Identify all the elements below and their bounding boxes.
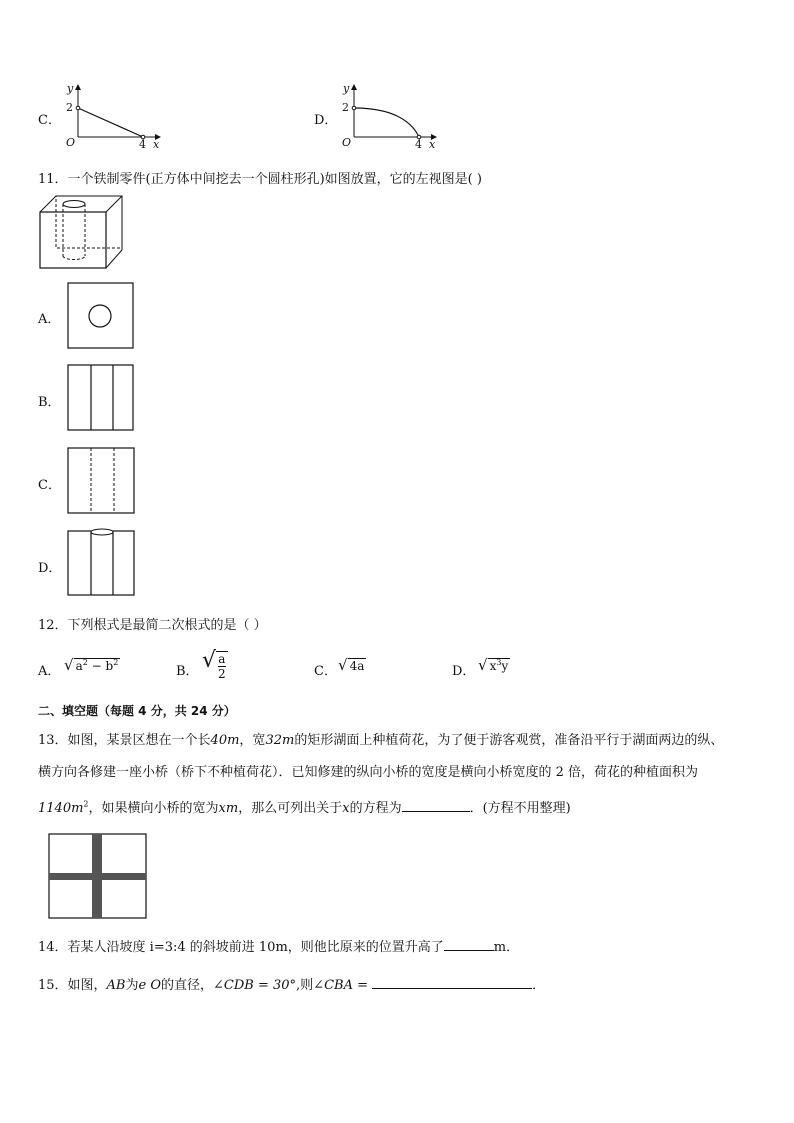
q15-ab: AB <box>106 978 126 993</box>
q13-text-1e: 的矩形湖面上种植荷花，为了便于游客观赏，准备沿平行于湖面两边的纵、 <box>294 733 724 748</box>
q12-b-numerator: a <box>218 652 226 666</box>
q13-text-3b: ，如果横向小桥的宽为 <box>88 801 219 816</box>
q11-option-b-figure <box>67 364 137 434</box>
q10-c-x-label: x <box>153 138 160 151</box>
q14-text-a: 14．若某人沿坡度 i=3:4 的斜坡前进 10m，则他比原来的位置升高了 <box>38 940 444 955</box>
q12-option-b-label[interactable]: B． <box>176 664 199 679</box>
q14-line <box>38 936 519 955</box>
q12-option-d-label[interactable]: D． <box>452 664 476 679</box>
q13-xm: xm <box>218 801 239 816</box>
q15-angle-cba: ∠CBA <box>313 978 353 993</box>
q10-d-2-label: 2 <box>342 101 349 114</box>
q12-d-exp: 3 <box>496 658 502 667</box>
q12-option-b-radical: √ $\frac{a}{2}$ <box>202 648 226 681</box>
q12-d-y: y <box>501 659 509 673</box>
q12-a-expr-a: a <box>75 659 83 673</box>
q15-line <box>38 974 545 993</box>
q12-option-a-label[interactable]: A． <box>38 664 61 679</box>
q15-text-a: 15．如图， <box>38 978 107 993</box>
q15-end: ． <box>532 978 546 993</box>
q12-question-text: 12．下列根式是最简二次根式的是（ ） <box>38 618 267 633</box>
q10-d-x-label: x <box>429 138 436 151</box>
q13-text-1a: 13．如图，某景区想在一个长 <box>38 733 211 748</box>
q15-angle-cdb: ∠CDB = 30° <box>213 978 297 993</box>
q11-option-c-figure <box>67 447 137 517</box>
q15-circle-o: e O <box>138 978 161 993</box>
q10-option-c-label[interactable]: C． <box>38 113 61 128</box>
q12-option-c-label[interactable]: C． <box>314 664 337 679</box>
q11-question-text: 11．一个铁制零件(正方体中间挖去一个圆柱形孔)如图放置，它的左视图是( ) <box>38 172 482 187</box>
q11-option-a-figure <box>67 282 137 352</box>
q15-eq: = <box>352 978 373 993</box>
q10-option-d-label[interactable]: D． <box>314 113 338 128</box>
q12-a-exp-1: 2 <box>82 658 88 667</box>
q10-c-4-label: 4 <box>139 138 146 151</box>
q10-c-origin-label: O <box>66 136 76 149</box>
q11-cube-figure <box>38 194 133 274</box>
q12-c-expr: 4a <box>349 659 365 673</box>
q13-area: 1140m <box>38 801 84 816</box>
q11-option-d-label[interactable]: D． <box>38 561 62 576</box>
section-2-title: 二、填空题（每题 4 分，共 24 分） <box>38 704 236 718</box>
q12-b-denominator: 2 <box>218 667 226 681</box>
q13-text-1c: ，宽 <box>239 733 266 748</box>
q14-answer-blank[interactable] <box>444 938 494 951</box>
q13-x: x <box>342 801 350 816</box>
q13-answer-blank[interactable] <box>402 799 470 812</box>
q13-line-1 <box>38 729 723 748</box>
q13-line-2: 横方向各修建一座小桥（桥下不种植荷花）．已知修建的纵向小桥的宽度是横向小桥宽度的 2 倍，荷花的种植面积为 <box>38 765 699 780</box>
q13-area-exp: 2 <box>83 799 89 809</box>
q11-option-b-label[interactable]: B． <box>38 395 61 410</box>
q12-a-expr-b: − b <box>87 659 114 673</box>
q11-option-a-label[interactable]: A． <box>38 312 61 327</box>
q15-text-d: ,则 <box>296 978 314 993</box>
q10-c-2-label: 2 <box>66 101 73 114</box>
q13-text-3f: 的方程为 <box>349 801 402 816</box>
q14-text-b: m． <box>493 940 520 955</box>
q15-answer-blank[interactable] <box>372 976 532 989</box>
q15-text-b: 为 <box>125 978 139 993</box>
q13-line-3 <box>38 797 571 816</box>
q15-text-c: 的直径， <box>161 978 214 993</box>
q11-option-d-figure <box>67 528 137 598</box>
q13-text-3d: ，那么可列出关于 <box>238 801 343 816</box>
q10-c-y-label: y <box>67 82 74 95</box>
q12-option-d-radical: √ $x^3y$ <box>478 656 509 674</box>
q10-d-y-label: y <box>343 82 350 95</box>
q10-d-origin-label: O <box>342 136 352 149</box>
q13-width: 32m <box>265 733 295 748</box>
q10-d-4-label: 4 <box>415 138 422 151</box>
q13-length: 40m <box>210 733 240 748</box>
q12-d-base: x <box>489 659 497 673</box>
q12-a-exp-2: 2 <box>113 658 119 667</box>
q12-option-c-radical: √ 4a <box>338 656 365 674</box>
q13-lake-figure <box>48 833 150 920</box>
q12-option-a-radical: √ $a^2 - b^2$ <box>64 656 119 674</box>
q13-text-3g: ．(方程不用整理) <box>469 801 571 816</box>
q11-option-c-label[interactable]: C． <box>38 478 61 493</box>
